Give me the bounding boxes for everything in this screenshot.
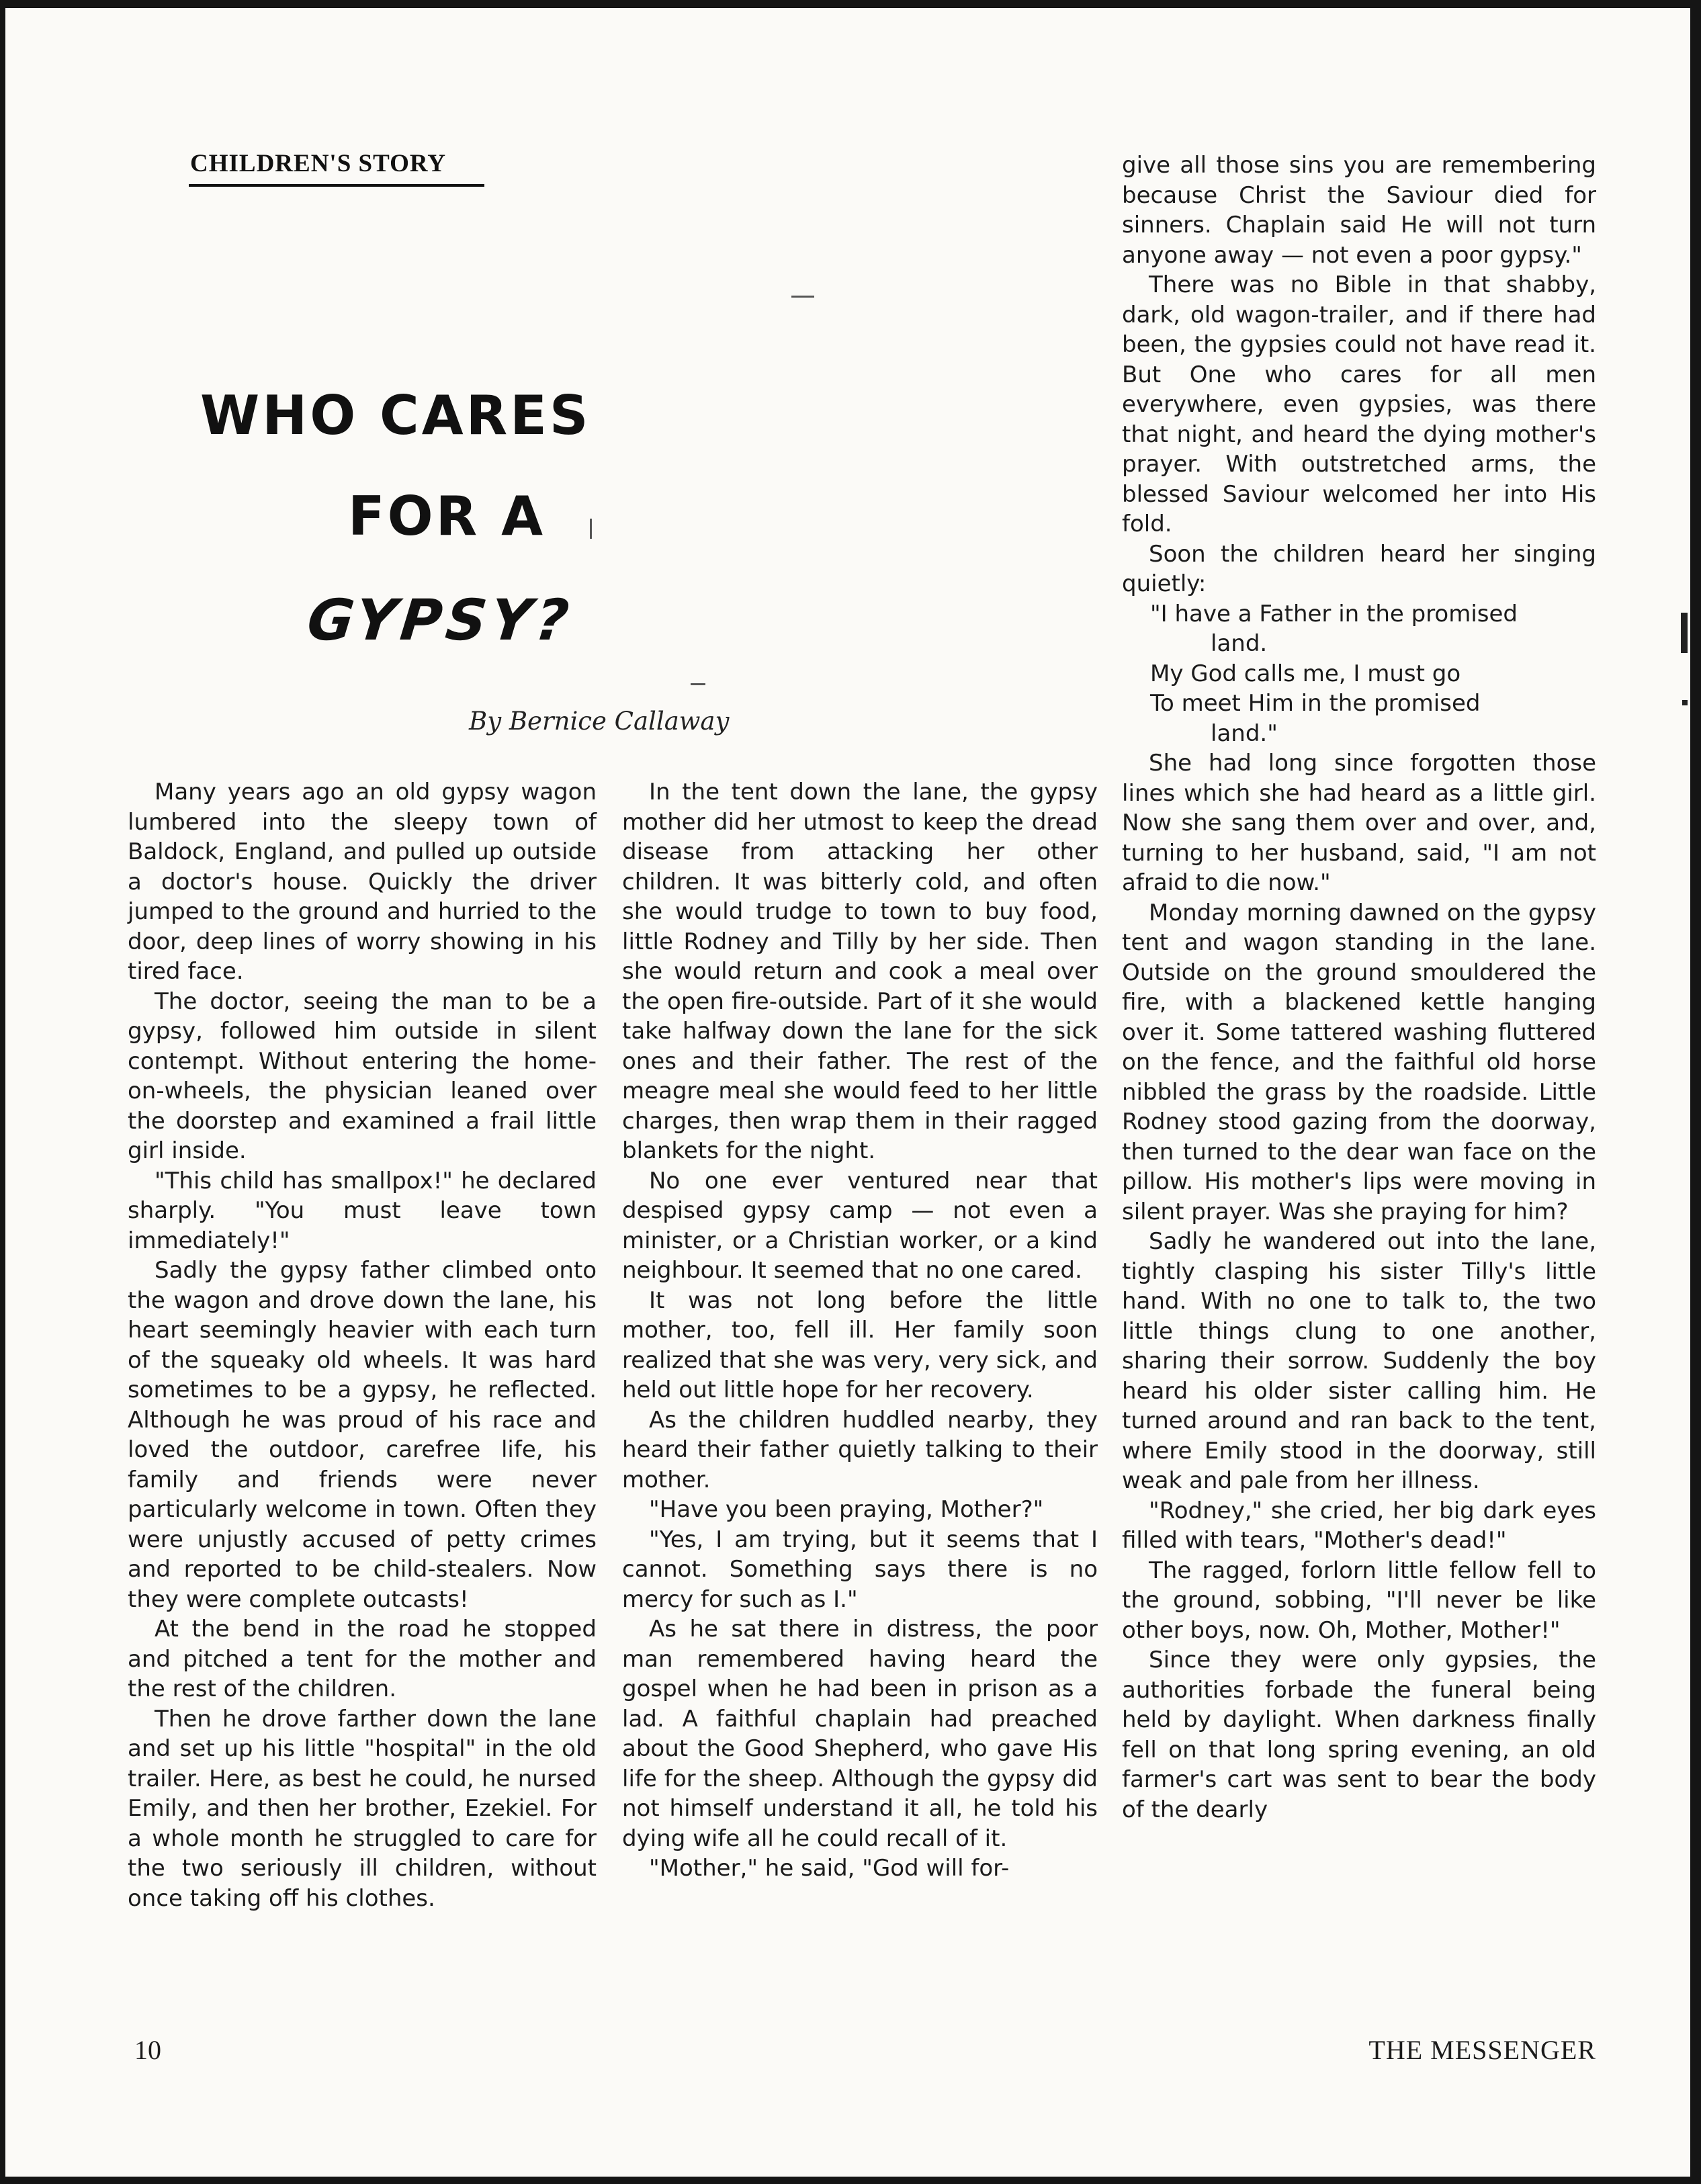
publication-name: THE MESSENGER bbox=[1368, 2035, 1596, 2065]
paragraph-continued: give all those sins you are remembering because Christ the Saviour died for sinners. Chaplain said He will not turn anyone away — not even a poor gypsy." bbox=[1122, 152, 1596, 269]
paragraph: Sadly he wandered out into the lane, tightly clasping his sister Tilly's little hand. With no one to talk to, the two little things clung to one another, sharing their sorrow. Suddenly the boy heard his older sister calling him. He turned around and ran back to the tent, where Emily stood in the doorway, still weak and pale from her illness. bbox=[1122, 1228, 1596, 1494]
author-byline: By Bernice Callaway bbox=[469, 707, 730, 736]
paragraph: Then he drove farther down the lane and set up his little "hospital" in the old trailer. Here, as best he could, he nursed Emily, and then her brother, Ezekiel. For a whole month he struggled to care for the two seriously ill children, without once taking off his clothes. bbox=[128, 1705, 597, 1912]
verse-line: To meet Him in the promised bbox=[1150, 690, 1481, 717]
paragraph: "This child has smallpox!" he declared sharply. "You must leave town immediately!" bbox=[128, 1167, 597, 1254]
article-column-2 bbox=[622, 777, 1098, 1884]
paragraph: No one ever ventured near that despised gypsy camp — not even a minister, or a Christian worker, or a kind neighbour. It seemed that no one cared. bbox=[622, 1167, 1098, 1284]
paragraph: The doctor, seeing the man to be a gypsy, followed him outside in silent contempt. Without entering the home-on-wheels, the physician leaned over the doorstep and examined a frail little girl inside. bbox=[128, 988, 597, 1164]
hymn-verse bbox=[1122, 599, 1596, 749]
paragraph: Monday morning dawned on the gypsy tent and wagon standing in the lane. Outside on the ground smouldered the fire, with a blackened kettle hanging over it. Some tattered washing fluttered on the fence, and the faithful old horse nibbled the grass by the roadside. Little Rodney stood gazing from the doorway, then turned to the dear wan face on the pillow. His mother's lips were moving in silent prayer. Was she praying for him? bbox=[1122, 899, 1596, 1225]
kicker-underline bbox=[189, 184, 484, 187]
paragraph: "Rodney," she cried, her big dark eyes filled with tears, "Mother's dead!" bbox=[1122, 1497, 1596, 1554]
paragraph: "Yes, I am trying, but it seems that I cannot. Something says there is no mercy for such as I." bbox=[622, 1526, 1098, 1613]
paragraph: Since they were only gypsies, the authorities forbade the funeral being held by daylight. When darkness finally fell on that long spring evening, an old farmer's cart was sent to bear the body of the dearly bbox=[1122, 1647, 1596, 1823]
paragraph: "Mother," he said, "God will for- bbox=[649, 1855, 1010, 1882]
paragraph: The ragged, forlorn little fellow fell to the ground, sobbing, "I'll never be like other boys, now. Oh, Mother, Mother!" bbox=[1122, 1557, 1596, 1644]
verse-line: My God calls me, I must go bbox=[1150, 660, 1461, 687]
paragraph: "Have you been praying, Mother?" bbox=[649, 1496, 1044, 1523]
title-line-2: FOR A bbox=[348, 485, 546, 548]
title-line-3: GYPSY? bbox=[304, 587, 576, 653]
paragraph: There was no Bible in that shabby, dark, old wagon-trailer, and if there had been, the gypsies could not have read it. But One who cares for all men everywhere, even gypsies, was there that night, and heard the dying mother's prayer. With outstretched arms, the blessed Saviour welcomed her into His fold. bbox=[1122, 271, 1596, 537]
print-mark bbox=[691, 683, 705, 685]
section-kicker: CHILDREN'S STORY bbox=[190, 150, 447, 177]
page-edge-mark bbox=[1681, 613, 1688, 653]
page-number: 10 bbox=[134, 2035, 161, 2065]
verse-line: "I have a Father in the promised bbox=[1150, 600, 1518, 627]
print-mark bbox=[791, 296, 814, 298]
page-edge-mark bbox=[1682, 700, 1688, 705]
title-line-1: WHO CARES bbox=[200, 384, 591, 447]
paragraph: Soon the children heard her singing quietly: bbox=[1122, 540, 1596, 597]
paragraph: Many years ago an old gypsy wagon lumbered into the sleepy town of Baldock, England, and pulled up outside a doctor's house. Quickly the driver jumped to the ground and hurried to the door, deep lines of worry showing in his tired face. bbox=[128, 779, 597, 985]
print-mark bbox=[590, 519, 592, 539]
paragraph: In the tent down the lane, the gypsy mother did her utmost to keep the dread disease from attacking her other children. It was bitterly cold, and often she would trudge to town to buy food, little Rodney and Tilly by her side. Then she would return and cook a meal over the open fire-outside. Part of it she would take halfway down the lane for the sick ones and their father. The rest of the meagre meal she would feed to her little charges, then wrap them in their ragged blankets for the night. bbox=[622, 779, 1098, 1164]
verse-line-wrap: land." bbox=[1211, 719, 1278, 747]
article-column-1 bbox=[128, 777, 597, 1913]
paragraph: As he sat there in distress, the poor man remembered having heard the gospel when he had been in prison as a lad. A faithful chaplain had preached about the Good Shepherd, who gave His life for the sheep. Although the gypsy did not himself understand it all, he told his dying wife all he could recall of it. bbox=[622, 1616, 1098, 1852]
paragraph: It was not long before the little mother, too, fell ill. Her family soon realized that she was very, very sick, and held out little hope for her recovery. bbox=[622, 1286, 1098, 1403]
magazine-page bbox=[5, 8, 1690, 2177]
paragraph: She had long since forgotten those lines which she had heard as a little girl. Now she sang them over and over, and, turning to her husband, said, "I am not afraid to die now." bbox=[1122, 750, 1596, 896]
paragraph: Sadly the gypsy father climbed onto the wagon and drove down the lane, his heart seemingly heavier with each turn of the squeaky old wheels. It was hard sometimes to be a gypsy, he reflected. Although he was proud of his race and loved the outdoor, carefree life, his family and friends were never particularly welcome in town. Often they were unjustly accused of petty crimes and reported to be child-stealers. Now they were complete outcasts! bbox=[128, 1257, 597, 1613]
verse-line-wrap: land. bbox=[1211, 630, 1268, 657]
paragraph: As the children huddled nearby, they heard their father quietly talking to their mother. bbox=[622, 1406, 1098, 1493]
paragraph: At the bend in the road he stopped and pitched a tent for the mother and the rest of the children. bbox=[128, 1616, 597, 1702]
article-column-3 bbox=[1122, 150, 1596, 1825]
